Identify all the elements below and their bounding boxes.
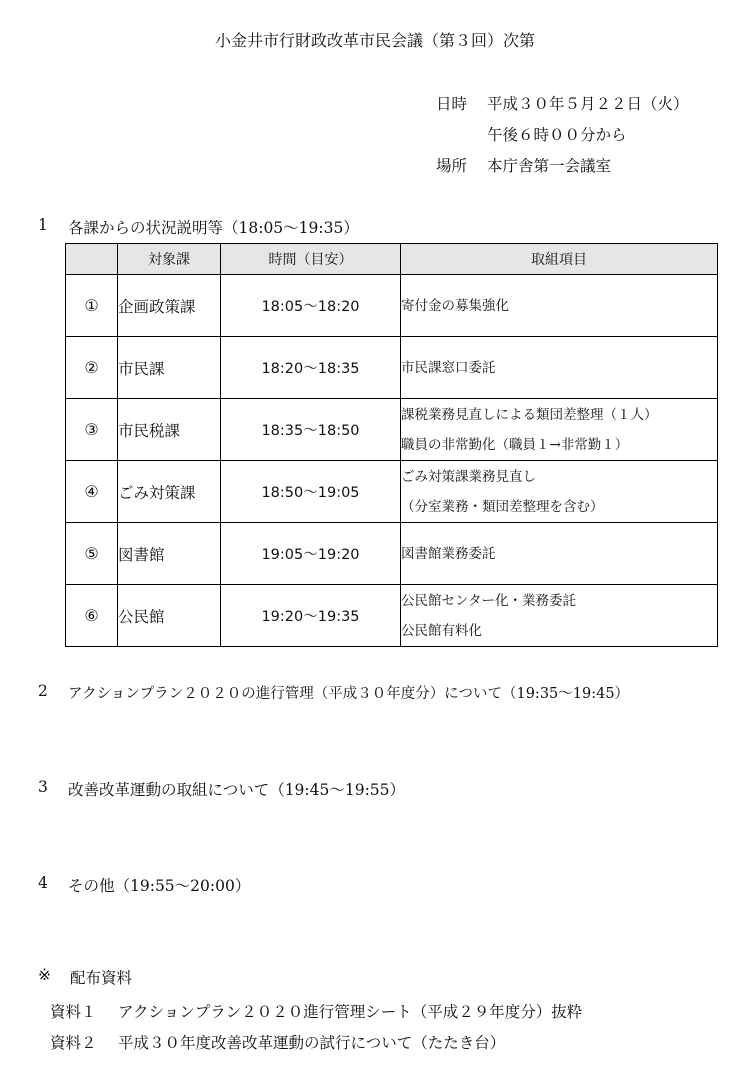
row-number: ⑤ bbox=[66, 523, 118, 585]
header-number bbox=[66, 244, 118, 275]
materials-mark: ※ bbox=[38, 966, 51, 984]
row-item-line: 職員の非常勤化（職員１→非常勤１） bbox=[401, 436, 629, 453]
row-dept: 企画政策課 bbox=[118, 275, 221, 337]
row-item-line: 寄付金の募集強化 bbox=[401, 297, 509, 314]
date-value: 平成３０年５月２２日（火） bbox=[487, 95, 689, 113]
row-dept: 市民税課 bbox=[118, 399, 221, 461]
row-items bbox=[401, 523, 718, 585]
section3-number: 3 bbox=[38, 778, 48, 796]
row-item-line: 課税業務見直しによる類団差整理（１人） bbox=[401, 406, 658, 423]
row-item-line: 図書館業務委託 bbox=[401, 545, 496, 562]
materials-title: 配布資料 bbox=[70, 969, 133, 987]
row-items bbox=[401, 461, 718, 523]
row-time: 18:20～18:35 bbox=[221, 337, 401, 399]
section1-title: 各課からの状況説明等（18:05～19:35） bbox=[68, 219, 359, 237]
row-item-line: 公民館有料化 bbox=[401, 622, 482, 639]
time-value: 午後６時００分から bbox=[487, 126, 627, 144]
row-item-line: 市民課窓口委託 bbox=[401, 359, 496, 376]
row-number: ③ bbox=[66, 399, 118, 461]
place-value: 本庁舎第一会議室 bbox=[487, 157, 612, 175]
material-text: 平成３０年度改善改革運動の試行について（たたき台） bbox=[118, 1034, 506, 1052]
section2-title: アクションプラン２０２０の進行管理（平成３０年度分）について（19:35～19:45） bbox=[68, 686, 630, 702]
material-text: アクションプラン２０２０進行管理シート（平成２９年度分）抜粋 bbox=[118, 1003, 583, 1021]
row-dept: 図書館 bbox=[118, 523, 221, 585]
table-row bbox=[66, 275, 718, 337]
row-time: 19:05～19:20 bbox=[221, 523, 401, 585]
header-dept: 対象課 bbox=[118, 244, 221, 275]
row-dept: ごみ対策課 bbox=[118, 461, 221, 523]
row-items bbox=[401, 585, 718, 647]
date-label: 日時 bbox=[436, 95, 468, 113]
table-row bbox=[66, 337, 718, 399]
table-row bbox=[66, 461, 718, 523]
row-items bbox=[401, 337, 718, 399]
row-number: ② bbox=[66, 337, 118, 399]
row-number: ⑥ bbox=[66, 585, 118, 647]
section4-number: 4 bbox=[38, 874, 48, 892]
place-label: 場所 bbox=[436, 157, 468, 175]
schedule-table bbox=[65, 243, 718, 647]
row-items bbox=[401, 275, 718, 337]
row-time: 19:20～19:35 bbox=[221, 585, 401, 647]
section2-number: 2 bbox=[38, 682, 48, 700]
row-number: ① bbox=[66, 275, 118, 337]
row-number: ④ bbox=[66, 461, 118, 523]
table-row bbox=[66, 523, 718, 585]
table-row bbox=[66, 399, 718, 461]
material-label: 資料２ bbox=[50, 1034, 97, 1052]
row-item-line: （分室業務・類団差整理を含む） bbox=[401, 498, 604, 515]
header-time: 時間（目安） bbox=[221, 244, 401, 275]
row-dept: 市民課 bbox=[118, 337, 221, 399]
row-items bbox=[401, 399, 718, 461]
table-row bbox=[66, 585, 718, 647]
row-item-line: 公民館センター化・業務委託 bbox=[401, 592, 576, 609]
row-dept: 公民館 bbox=[118, 585, 221, 647]
section1-number: 1 bbox=[38, 216, 48, 234]
table-header-row bbox=[66, 244, 718, 275]
section3-title: 改善改革運動の取組について（19:45～19:55） bbox=[68, 781, 406, 799]
material-label: 資料１ bbox=[50, 1003, 97, 1021]
section4-title: その他（19:55～20:00） bbox=[68, 877, 251, 895]
document-title: 小金井市行財政改革市民会議（第３回）次第 bbox=[214, 31, 535, 50]
row-time: 18:35～18:50 bbox=[221, 399, 401, 461]
row-time: 18:50～19:05 bbox=[221, 461, 401, 523]
row-item-line: ごみ対策課業務見直し bbox=[401, 468, 536, 485]
header-items: 取組項目 bbox=[401, 244, 718, 275]
row-time: 18:05～18:20 bbox=[221, 275, 401, 337]
